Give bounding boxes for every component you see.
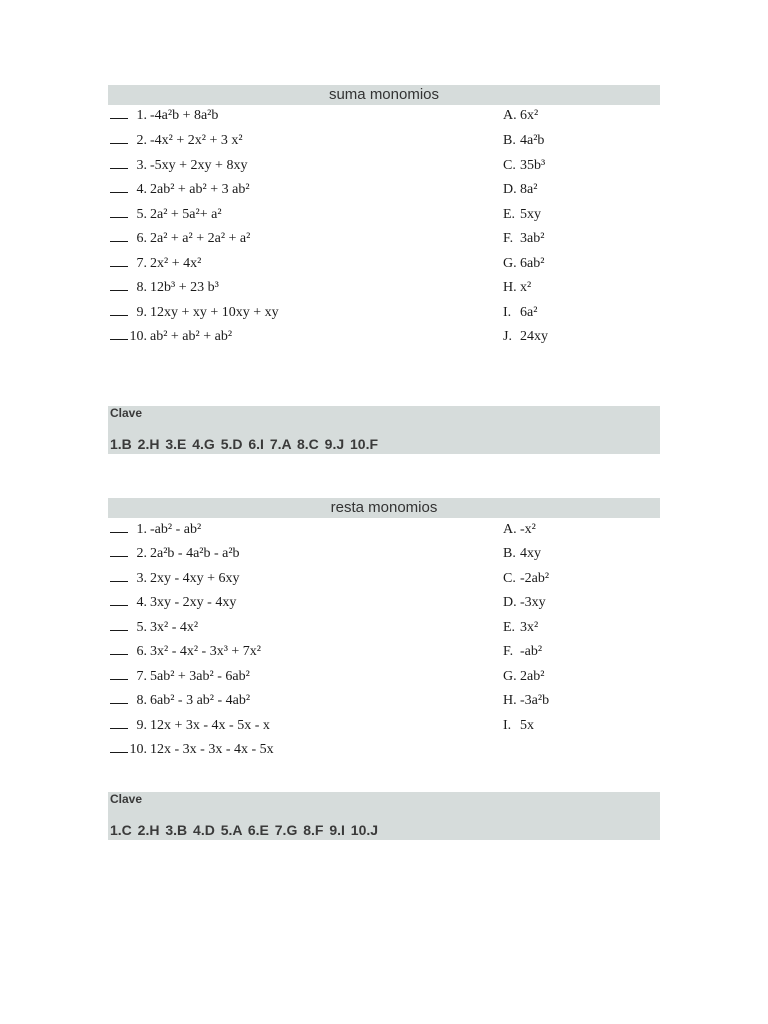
answer-letter: I. xyxy=(503,718,512,733)
answer-value: 6x² xyxy=(520,108,539,123)
exercise-number: 6. xyxy=(136,644,147,659)
answer-value: 35b³ xyxy=(520,158,546,173)
answer-value: -3xy xyxy=(520,595,546,610)
exercise-number: 10. xyxy=(129,742,147,757)
exercise-number: 7. xyxy=(136,256,147,271)
answer-value: 2ab² xyxy=(520,669,545,684)
answer-value: 3ab² xyxy=(520,231,545,246)
answer-letter: C. xyxy=(503,158,516,173)
exercise-expression: -4a²b + 8a²b xyxy=(150,108,219,123)
exercise-expression: 12xy + xy + 10xy + xy xyxy=(150,305,279,320)
exercise-number: 3. xyxy=(136,571,147,586)
answer-value: -x² xyxy=(520,522,536,537)
suma-exercise-row xyxy=(110,253,662,275)
exercise-number: 1. xyxy=(136,108,147,123)
resta-answer-key xyxy=(108,792,660,840)
resta-exercise-row xyxy=(110,568,662,590)
exercise-expression: 2ab² + ab² + 3 ab² xyxy=(150,182,250,197)
suma-exercise-row xyxy=(110,130,662,152)
exercise-number: 4. xyxy=(136,182,147,197)
answer-letter: D. xyxy=(503,182,517,197)
exercise-expression: 2x² + 4x² xyxy=(150,256,202,271)
answer-value: x² xyxy=(520,280,532,295)
answer-value: 6ab² xyxy=(520,256,545,271)
resta-exercise-row xyxy=(110,739,662,761)
suma-section-title: suma monomios xyxy=(108,85,660,105)
exercise-expression: 5ab² + 3ab² - 6ab² xyxy=(150,669,250,684)
exercise-number: 2. xyxy=(136,133,147,148)
resta-exercise-row xyxy=(110,715,662,737)
exercise-number: 8. xyxy=(136,280,147,295)
exercise-expression: ab² + ab² + ab² xyxy=(150,329,233,344)
answer-value: -2ab² xyxy=(520,571,550,586)
exercise-expression: 12x - 3x - 3x - 4x - 5x xyxy=(150,742,274,757)
exercise-expression: 2a²b - 4a²b - a²b xyxy=(150,546,240,561)
exercise-number: 9. xyxy=(136,718,147,733)
answer-value: 24xy xyxy=(520,329,548,344)
exercise-expression: 3x² - 4x² xyxy=(150,620,199,635)
answer-letter: C. xyxy=(503,571,516,586)
answer-letter: H. xyxy=(503,693,517,708)
answer-value: 4xy xyxy=(520,546,541,561)
exercise-expression: 6ab² - 3 ab² - 4ab² xyxy=(150,693,251,708)
answer-letter: A. xyxy=(503,522,517,537)
answer-letter: J. xyxy=(503,329,512,344)
answer-value: -ab² xyxy=(520,644,543,659)
exercise-expression: 2a² + 5a²+ a² xyxy=(150,207,222,222)
key-label: Clave xyxy=(110,406,143,420)
exercise-number: 9. xyxy=(136,305,147,320)
answer-letter: D. xyxy=(503,595,517,610)
resta-exercise-row xyxy=(110,617,662,639)
suma-answer-key xyxy=(108,406,660,454)
exercise-number: 3. xyxy=(136,158,147,173)
suma-exercise-row xyxy=(110,155,662,177)
answer-letter: B. xyxy=(503,133,516,148)
answer-letter: I. xyxy=(503,305,512,320)
exercise-expression: 2xy - 4xy + 6xy xyxy=(150,571,240,586)
resta-exercise-row xyxy=(110,519,662,541)
answer-value: 5xy xyxy=(520,207,541,222)
exercise-expression: -5xy + 2xy + 8xy xyxy=(150,158,248,173)
resta-exercise-row xyxy=(110,690,662,712)
exercise-expression: 12b³ + 23 b³ xyxy=(150,280,219,295)
answer-value: 5x xyxy=(520,718,534,733)
exercise-number: 4. xyxy=(136,595,147,610)
answer-letter: E. xyxy=(503,207,516,222)
key-label: Clave xyxy=(110,792,143,806)
suma-exercise-row xyxy=(110,179,662,201)
resta-exercise-row xyxy=(110,641,662,663)
answer-value: -3a²b xyxy=(520,693,550,708)
exercise-number: 1. xyxy=(136,522,147,537)
resta-exercise-row xyxy=(110,666,662,688)
answer-letter: F. xyxy=(503,231,514,246)
answer-value: 3x² xyxy=(520,620,539,635)
key-answers: 1.C 2.H 3.B 4.D 5.A 6.E 7.G 8.F 9.I 10.J xyxy=(110,822,379,838)
exercise-expression: -ab² - ab² xyxy=(150,522,202,537)
answer-letter: H. xyxy=(503,280,517,295)
answer-value: 6a² xyxy=(520,305,538,320)
answer-letter: G. xyxy=(503,256,517,271)
suma-exercise-row xyxy=(110,326,662,348)
suma-exercise-row xyxy=(110,277,662,299)
answer-letter: G. xyxy=(503,669,517,684)
exercise-number: 5. xyxy=(136,207,147,222)
answer-letter: F. xyxy=(503,644,514,659)
answer-letter: A. xyxy=(503,108,517,123)
exercise-expression: 3xy - 2xy - 4xy xyxy=(150,595,237,610)
exercise-expression: 12x + 3x - 4x - 5x - x xyxy=(150,718,270,733)
suma-exercise-row xyxy=(110,105,662,127)
exercise-number: 6. xyxy=(136,231,147,246)
exercise-expression: 3x² - 4x² - 3x³ + 7x² xyxy=(150,644,262,659)
exercise-number: 5. xyxy=(136,620,147,635)
suma-exercise-row xyxy=(110,228,662,250)
exercise-number: 8. xyxy=(136,693,147,708)
resta-exercise-row xyxy=(110,592,662,614)
exercise-expression: -4x² + 2x² + 3 x² xyxy=(150,133,243,148)
answer-value: 4a²b xyxy=(520,133,545,148)
exercise-expression: 2a² + a² + 2a² + a² xyxy=(150,231,251,246)
exercise-number: 7. xyxy=(136,669,147,684)
suma-exercise-row xyxy=(110,302,662,324)
key-answers: 1.B 2.H 3.E 4.G 5.D 6.I 7.A 8.C 9.J 10.F xyxy=(110,436,379,452)
resta-section-title: resta monomios xyxy=(108,498,660,518)
resta-exercise-row xyxy=(110,543,662,565)
exercise-number: 10. xyxy=(129,329,147,344)
suma-exercise-row xyxy=(110,204,662,226)
answer-value: 8a² xyxy=(520,182,538,197)
answer-letter: E. xyxy=(503,620,516,635)
exercise-number: 2. xyxy=(136,546,147,561)
answer-letter: B. xyxy=(503,546,516,561)
